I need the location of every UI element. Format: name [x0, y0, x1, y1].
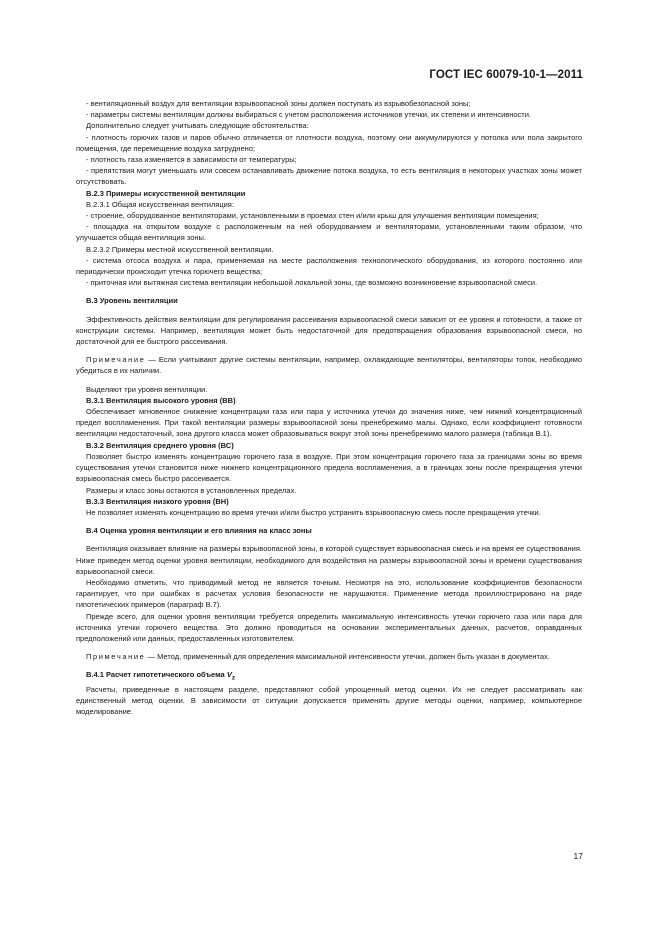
document-header: ГОСТ IEC 60079-10-1—2011 [429, 69, 583, 81]
paragraph: Позволяет быстро изменять концентрацию горючего газа в воздухе. При этом концентрация горючего газа за границами зоны во время существования утечки становится ниже нижнего концентрационного предела воспламенения, а в границах зоны после прекращения утечки взрывоопасная смесь быстро рассеивается. [76, 451, 582, 484]
paragraph: - плотность горючих газов и паров обычно отличается от плотности воздуха, поэтому они аккумулируются у потолка или пола закрытого помещения, где перемещение воздуха затруднено; [76, 132, 582, 153]
paragraph: Вентиляция оказывает влияние на размеры взрывоопасной зоны, в которой существует взрывоопасная смесь и на время ее существования. Ниже приведен метод оценки уровня вентиляции, необходимого для воздействия на размеры взрывоопасной зоны и времени существования взрывоопасной смеси. [76, 544, 582, 576]
paragraph: - приточная или вытяжная система вентиляции небольшой локальной зоны, где возможно возникновение взрывоопасной смеси. [86, 278, 538, 288]
paragraph: Обеспечивает мгновенное снижение концентрации газа или пара у источника утечки до значения ниже, чем нижний концентрационный предел воспламенения. При такой вентиляции размеры взрывоопасной зоны пренебрежимо малы. Однако, если коэффициент готовности вентиляции недостаточный, зона другого класса может образовываться вокруг этой зоны пренебрежимо малого размера (таблица В.1). [76, 407, 582, 439]
section-heading: В.3.2 Вентиляция среднего уровня (ВС) [86, 440, 234, 450]
page-number: 17 [573, 851, 583, 861]
heading-text: В.4.1 Расчет гипотетического объема [86, 670, 225, 680]
note-text: — Если учитывают другие системы вентиляции, например, охлаждающие вентиляторы, вентиляторы топок, необходимо убедиться в их наличии. [76, 355, 582, 376]
paragraph: - площадка на открытом воздухе с расположенным на ней оборудованием и вентиляторами, установленными таким образом, что улучшается общая вентиляция зоны. [76, 222, 582, 243]
note-label: Примечание [86, 652, 146, 662]
paragraph: Прежде всего, для оценки уровня вентиляции требуется определить максимальную интенсивность утечки горючего газа или пара для источника утечки горючего вещества. Это должно проводиться на основании экспериментальных данных, расчетов, оправданных предположений или данных, предоставленных изготовителем. [76, 611, 582, 643]
paragraph: В.2.3.1 Общая искусственная вентиляция: [86, 199, 234, 209]
paragraph: Не позволяет изменять концентрацию во время утечки и/или быстро устранить взрывоопасную смесь после прекращения утечки. [86, 507, 541, 517]
paragraph: Расчеты, приведенные в настоящем разделе, представляют собой упрощенный метод оценки. Их не следует рассматривать как единственный метод оценки. В зависимости от ситуации допускается применять другие методы оценки, например, компьютерное моделирование. [76, 685, 582, 717]
paragraph: В.2.3.2 Примеры местной искусственной вентиляции. [86, 244, 274, 254]
section-heading: В.3 Уровень вентиляции [86, 296, 178, 306]
paragraph: Выделяют три уровня вентиляции. [86, 384, 208, 394]
paragraph: Размеры и класс зоны остаются в установленных пределах. [86, 485, 297, 495]
paragraph: Необходимо отметить, что приводимый метод не является точным. Несмотря на это, использование коэффициентов безопасности гарантирует, что при ошибках в расчетах условия безопасности не нарушаются. Применение метода проиллюстрировано на ряде гипотетических примеров (параграф В.7). [76, 577, 582, 610]
section-heading: В.3.1 Вентиляция высокого уровня (ВВ) [86, 395, 236, 405]
note-label: Примечание [86, 355, 146, 365]
paragraph: - параметры системы вентиляции должны выбираться с учетом расположения источников утечки, их степени и интенсивности. [86, 110, 532, 120]
section-heading: В.2.3 Примеры искусственной вентиляции [86, 188, 246, 198]
paragraph: Дополнительно следует учитывать следующие обстоятельства: [86, 121, 309, 131]
note-text: — Метод, примененный для определения максимальной интенсивности утечки, должен быть указан в документах. [147, 652, 550, 662]
paragraph: - плотность газа изменяется в зависимости от температуры; [86, 155, 297, 165]
variable-v: V [226, 670, 232, 680]
paragraph: - система отсоса воздуха и пара, применяемая на месте расположения технологического оборудования, из которого постоянно или периодически происходит утечка горючего вещества; [76, 255, 582, 277]
variable-subscript: z [231, 674, 235, 682]
paragraph: - препятствия могут уменьшать или совсем останавливать движение потока воздуха, то есть вентиляция в некоторых участках зоны может отсутствовать. [76, 166, 582, 187]
paragraph: - вентиляционный воздух для вентиляции взрывоопасной зоны должен поступать из взрывобезопасной зоны; [86, 99, 471, 108]
note-paragraph [76, 354, 582, 376]
note-paragraph [76, 651, 582, 662]
section-heading: В.3.3 Вентиляция низкого уровня (ВН) [86, 496, 229, 506]
page-body [76, 98, 582, 718]
paragraph: Эффективность действия вентиляции для регулирования рассеивания взрывоопасной смеси зависит от ее уровня и готовности, а также от конструкции системы. Например, вентиляция может быть недостаточной для предотвращения образования взрывоопасной смеси, но достаточной для ее быстрого рассеивания. [76, 314, 582, 347]
section-heading: В.4 Оценка уровня вентиляции и его влияния на класс зоны [86, 526, 312, 536]
section-heading [76, 669, 582, 684]
paragraph: - строение, оборудованное вентиляторами, установленными в проемах стен и/или крыш для улучшения вентиляции помещения; [86, 211, 539, 221]
